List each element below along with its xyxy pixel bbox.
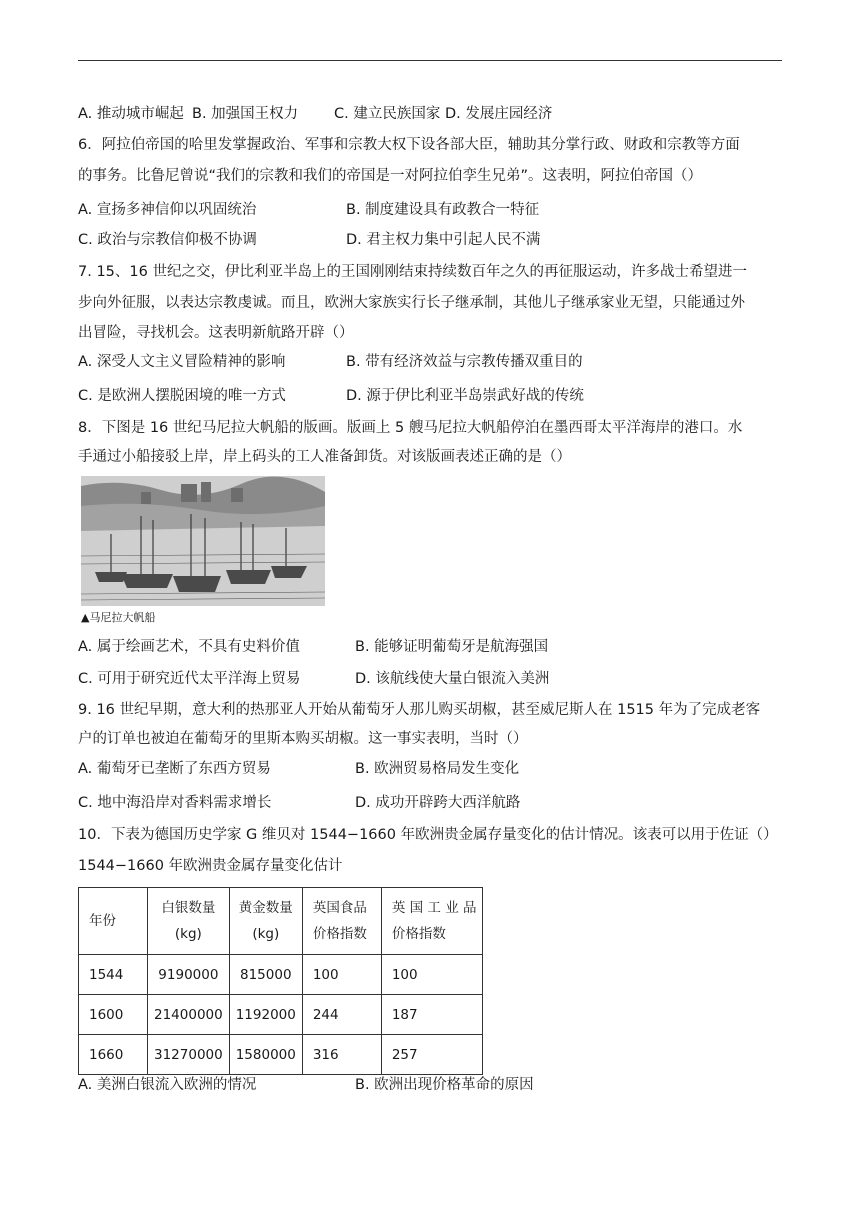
table-row	[79, 955, 483, 995]
header-gold-label: 黄金数量	[238, 900, 293, 916]
cell-gold: 1580000	[229, 1035, 302, 1075]
q10-stem-line1: 10．下表为德国历史学家 G 维贝对 1544−1660 年欧洲贵金属存量变化的估计情况。该表可以用于佐证（）	[78, 827, 778, 843]
cell-industrial: 257	[381, 1035, 482, 1075]
precious-metal-table	[78, 887, 483, 1075]
q8-option-a[interactable]: A. 属于绘画艺术，不具有史料价值	[78, 639, 300, 655]
q5-option-d[interactable]: D. 发展庄园经济	[445, 106, 553, 122]
q6-stem-line2: 的事务。比鲁尼曾说“我们的宗教和我们的帝国是一对阿拉伯孪生兄弟”。这表明，阿拉伯帝国（）	[78, 168, 703, 184]
q8-stem-line1: 8．下图是 16 世纪马尼拉大帆船的版画。版画上 5 艘马尼拉大帆船停泊在墨西哥太平洋海岸的港口。水	[78, 420, 743, 436]
header-food-sub: 价格指数	[312, 926, 367, 942]
cell-industrial: 187	[381, 995, 482, 1035]
q5-option-a[interactable]: A. 推动城市崛起	[78, 106, 184, 122]
q8-stem-line2: 手通过小船接驳上岸，岸上码头的工人准备卸货。对该版画表述正确的是（）	[78, 449, 571, 465]
q7-option-b[interactable]: B. 带有经济效益与宗教传播双重目的	[346, 354, 583, 370]
q7-option-d[interactable]: D. 源于伊比利亚半岛崇武好战的传统	[346, 388, 584, 404]
q9-stem-line1: 9. 16 世纪早期，意大利的热那亚人开始从葡萄牙人那儿购买胡椒，甚至威尼斯人在 1515 年为了完成老客	[78, 702, 761, 718]
q5-option-b[interactable]: B. 加强国王权力	[192, 106, 299, 122]
cell-food: 316	[302, 1035, 381, 1075]
q9-option-a[interactable]: A. 葡萄牙已垄断了东西方贸易	[78, 761, 271, 777]
header-silver-label: 白银数量	[161, 900, 216, 916]
header-gold-unit: (kg)	[252, 926, 280, 942]
q7-stem-line3: 出冒险，寻找机会。这表明新航路开辟（）	[78, 325, 354, 341]
cell-gold: 815000	[229, 955, 302, 995]
cell-industrial: 100	[381, 955, 482, 995]
cell-year: 1600	[79, 995, 148, 1035]
header-industrial-index	[381, 888, 482, 955]
header-food-label: 英国食品	[312, 900, 367, 916]
manila-galleon-engraving	[81, 476, 325, 606]
q9-option-c[interactable]: C. 地中海沿岸对香料需求增长	[78, 795, 272, 811]
header-silver	[148, 888, 230, 955]
header-rule	[78, 60, 782, 61]
q10-option-a[interactable]: A. 美洲白银流入欧洲的情况	[78, 1077, 257, 1093]
cell-silver: 21400000	[148, 995, 230, 1035]
q6-option-c[interactable]: C. 政治与宗教信仰极不协调	[78, 232, 257, 248]
q5-option-c[interactable]: C. 建立民族国家	[334, 106, 441, 122]
q6-option-a[interactable]: A. 宣扬多神信仰以巩固统治	[78, 202, 257, 218]
header-industrial-label: 英 国 工 业 品	[391, 900, 477, 916]
q9-stem-line2: 户的订单也被迫在葡萄牙的里斯本购买胡椒。这一事实表明，当时（）	[78, 731, 528, 747]
q6-option-b[interactable]: B. 制度建设具有政教合一特征	[346, 202, 540, 218]
cell-year: 1660	[79, 1035, 148, 1075]
q8-option-b[interactable]: B. 能够证明葡萄牙是航海强国	[355, 639, 549, 655]
header-year: 年份	[79, 888, 148, 955]
cell-silver: 9190000	[148, 955, 230, 995]
table-row	[79, 995, 483, 1035]
header-food-index	[302, 888, 381, 955]
q7-option-a[interactable]: A. 深受人文主义冒险精神的影响	[78, 354, 286, 370]
cell-food: 244	[302, 995, 381, 1035]
cell-gold: 1192000	[229, 995, 302, 1035]
q8-option-d[interactable]: D. 该航线使大量白银流入美洲	[355, 671, 550, 687]
header-gold	[229, 888, 302, 955]
q10-option-b[interactable]: B. 欧洲出现价格革命的原因	[355, 1077, 534, 1093]
q7-stem-line2: 步向外征服，以表达宗教虔诚。而且，欧洲大家族实行长子继承制，其他儿子继承家业无望，只能通过外	[78, 295, 745, 311]
q9-option-d[interactable]: D. 成功开辟跨大西洋航路	[355, 795, 521, 811]
header-silver-unit: (kg)	[174, 926, 202, 942]
cell-year: 1544	[79, 955, 148, 995]
q7-stem-line1: 7. 15、16 世纪之交，伊比利亚半岛上的王国刚刚结束持续数百年之久的再征服运动，许多战士希望进一	[78, 264, 747, 280]
q6-stem-line1: 6．阿拉伯帝国的哈里发掌握政治、军事和宗教大权下设各部大臣，辅助其分掌行政、财政和宗教等方面	[78, 137, 740, 153]
cell-silver: 31270000	[148, 1035, 230, 1075]
q10-table-title: 1544−1660 年欧洲贵金属存量变化估计	[78, 858, 343, 874]
engraving-caption: ▲马尼拉大帆船	[81, 611, 156, 624]
table-row	[79, 1035, 483, 1075]
cell-food: 100	[302, 955, 381, 995]
q8-option-c[interactable]: C. 可用于研究近代太平洋海上贸易	[78, 671, 301, 687]
q9-option-b[interactable]: B. 欧洲贸易格局发生变化	[355, 761, 520, 777]
q6-option-d[interactable]: D. 君主权力集中引起人民不满	[346, 232, 541, 248]
header-industrial-sub: 价格指数	[391, 926, 446, 942]
q7-option-c[interactable]: C. 是欧洲人摆脱困境的唯一方式	[78, 388, 286, 404]
